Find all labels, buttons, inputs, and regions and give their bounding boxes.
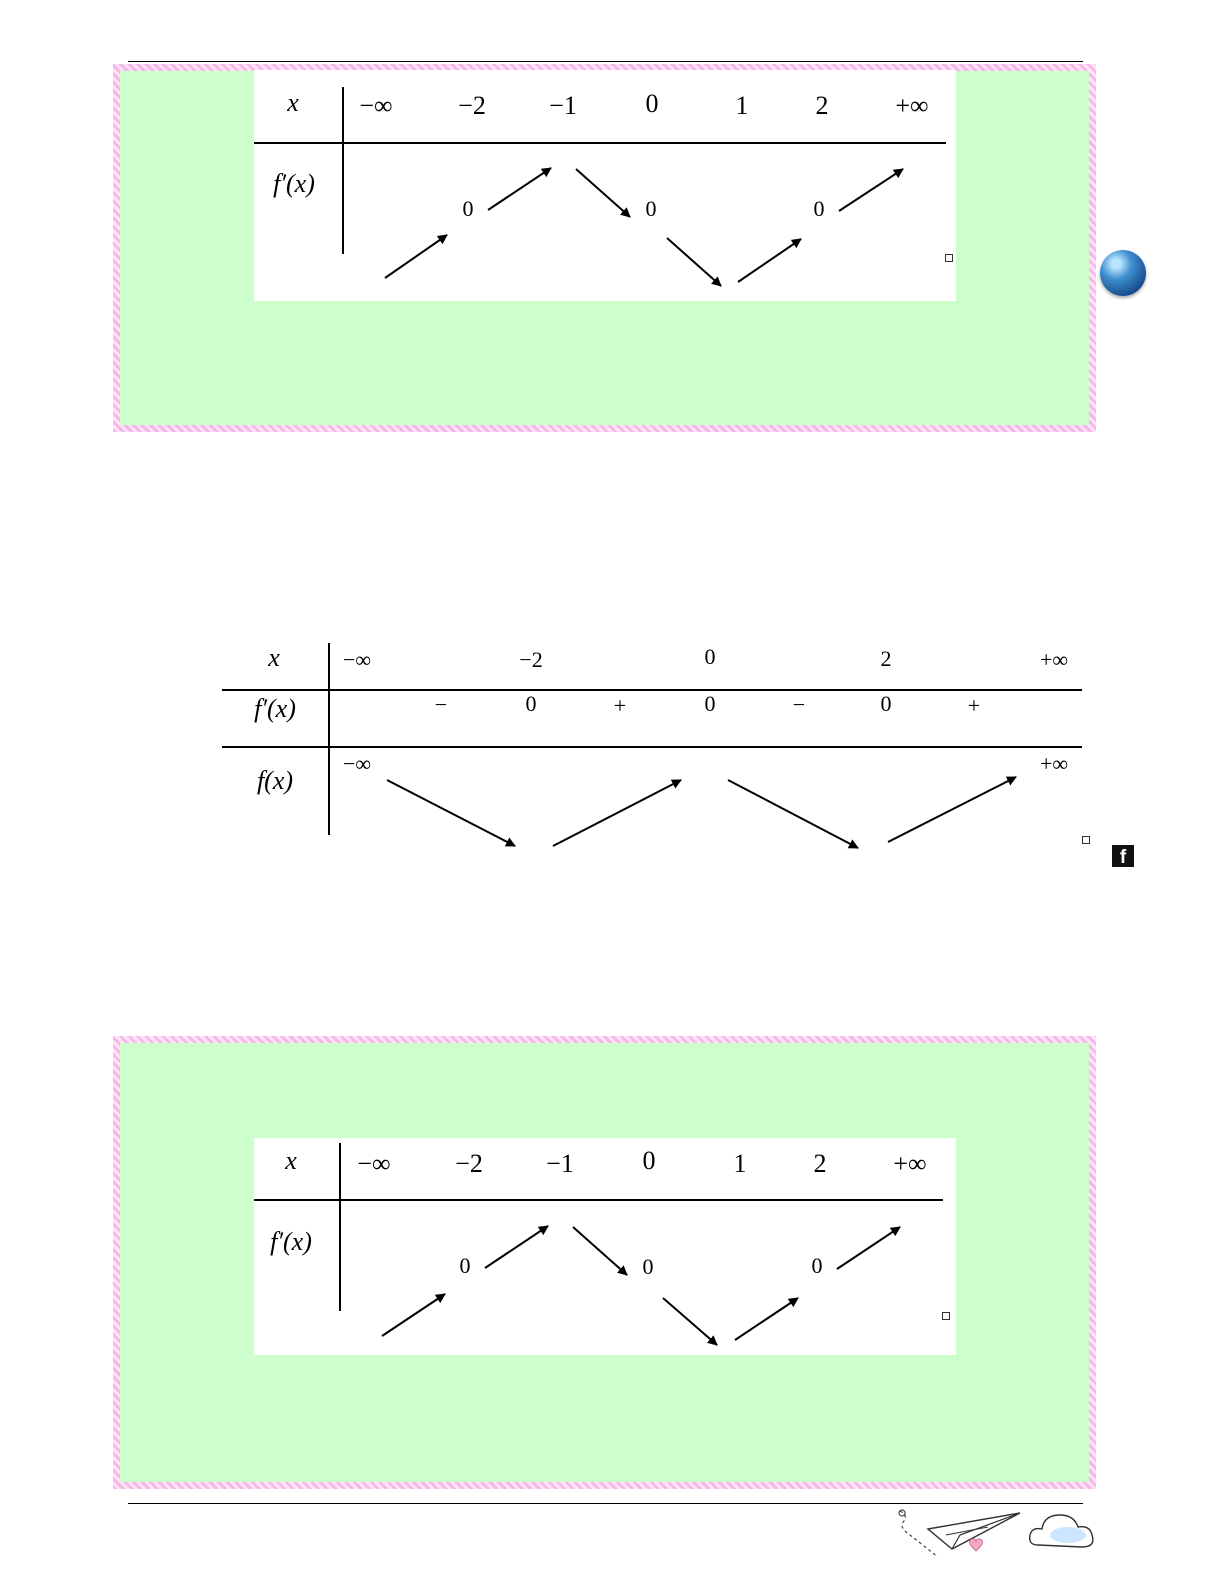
table3-arrow-down [663,1298,717,1345]
paper-plane-cloud-logo [888,1505,1113,1565]
header-rule [128,61,1083,62]
table3-zero: 0 [811,1253,823,1278]
table2-x-value: −2 [519,647,543,672]
table2-function-label: f(x) [256,766,294,795]
table3-arrow-up [485,1226,548,1268]
table1-arrow-up [738,239,801,282]
facebook-icon[interactable] [1112,845,1134,867]
table2-x-label: x [268,643,280,672]
variation-table-2 [220,640,1085,880]
table2-function-limit: +∞ [1039,751,1069,776]
table2-sign: + [613,693,627,718]
table3-variation-arrows [254,1138,956,1355]
table3-zero: 0 [642,1254,654,1279]
table2-sign: + [967,693,981,718]
table2-sign: − [792,692,806,717]
table3-x-value: −2 [455,1149,483,1178]
table1-x-value: −∞ [359,91,393,120]
table2-sign: − [434,692,448,717]
table3-arrow-up [837,1227,900,1269]
facebook-icon-glyph: f [1119,847,1127,868]
table3-x-value: −∞ [357,1149,391,1178]
table3-x-label: x [285,1146,297,1175]
table2-x-value: 0 [704,644,716,669]
table3-arrow-up [735,1298,798,1340]
table1-variation-arrows [254,70,956,301]
table-panel-3 [254,1138,956,1355]
table3-x-value: 1 [733,1149,747,1178]
table2-x-value: +∞ [1039,647,1069,672]
table2-function-limit: −∞ [342,751,372,776]
table1-arrow-down [667,238,721,286]
table2-sign: 0 [525,691,537,716]
table3-x-value: 0 [642,1146,656,1175]
table3-x-value: 2 [813,1149,827,1178]
table1-zero: 0 [645,196,657,221]
table1-x-value: −2 [458,91,486,120]
table2-arrow-down [728,780,858,848]
table1-arrow-down [576,169,630,217]
table1-derivative-label: f′(x) [273,169,315,198]
table1-x-label: x [287,88,299,117]
table1-anchor-box [945,254,953,262]
table3-arrow-down [573,1227,627,1275]
table2-arrow-up [553,780,681,846]
table3-anchor-box [942,1312,950,1320]
table2-x-value: −∞ [342,647,372,672]
globe-icon [1100,250,1146,296]
table1-x-value: −1 [549,91,577,120]
table2-sign: 0 [880,691,892,716]
table1-x-value: 0 [645,89,659,118]
table3-zero: 0 [459,1253,471,1278]
table3-x-value: −1 [546,1149,574,1178]
table1-arrow-up [385,235,447,278]
table2-sign: 0 [704,691,716,716]
table3-arrow-up [382,1294,445,1336]
table1-zero: 0 [462,196,474,221]
table1-zero: 0 [813,196,825,221]
table2-anchor-box [1082,836,1090,844]
table1-x-value: 2 [815,91,829,120]
table1-arrow-up [839,169,903,211]
table-panel-1 [254,70,956,301]
table2-derivative-label: f′(x) [254,694,296,723]
footer-rule [128,1503,1083,1504]
table1-x-value: +∞ [895,91,929,120]
table1-x-value: 1 [735,91,749,120]
table2-x-value: 2 [880,646,892,671]
table3-derivative-label: f′(x) [270,1227,312,1256]
table3-x-value: +∞ [893,1149,927,1178]
table1-arrow-up [488,168,551,210]
table2-arrow-down [387,780,515,846]
table2-variation-arrows [220,640,1085,880]
table2-arrow-up [888,777,1016,842]
